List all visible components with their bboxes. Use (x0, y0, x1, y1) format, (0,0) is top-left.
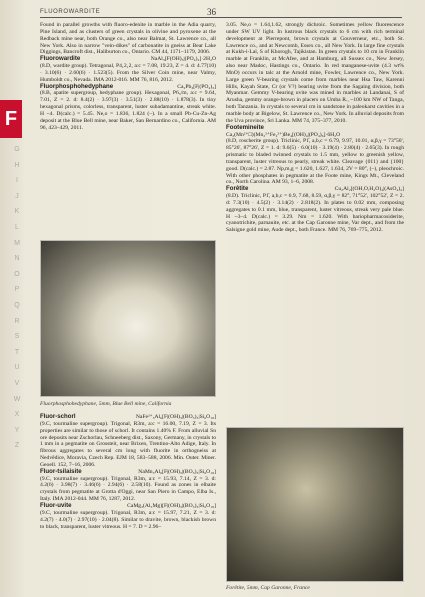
entry-header (40, 414, 216, 421)
thumb-tab-letter[interactable]: V (14, 379, 20, 387)
entry-formula: NaMn₃Al₆[F|(OH)₃|(BO₃)₃|Si₆O₁₈] (138, 468, 216, 475)
photo-caption: Forêtite, 5mm, Cap Garonne, France (226, 585, 310, 591)
entry-body: (8.D, roscherite group). Triclinic, P1̄, a,b,c = 6.79, 9.97, 10.01, α,β,γ = 73°50', 85°26', 87°26', Z = 1. d: 9.6(5) · 6.0(10) · 3.19(4) · 2.80(4) · 2.65(3). In rough prismatic to bladed twinned crystals to 1.5 mm, yellow to greenish yellow, transparent, luster vitreous to pearly, streak white. Cleavage {011} and {100} good. D(calc.) = 2.87. Np,m,g = 1.620, 1.627, 1.634, 2V = 80°, (–), pleochroic. With other phosphates in pegmatite at the Foote mine, Kings Mt., Cleveland co., North Carolina. AM 93, 1–6, 2008. (226, 138, 404, 186)
entry-title: Fluorphosphohedyphane (40, 82, 114, 90)
entry-formula: Cu₂Al₂[(OH,O,H₂O)₄|(AsO₄)₂] (334, 186, 404, 193)
entry-continuation: 3.05. Ne,o = 1.64,1.62, strongly dichroic. Sometimes yellow fluorescence under SW UV light. In lustrous black crystals to 6 cm with rich terminal development at Pierrepont, brown crystals at Gouverneur, etc., both St. Lawrence co., and at Newcomb, Essex co., all New York. In large fine crystals at Kukh-i-Lal, S of Khorogh, Tajikistan. In green crystals to 10 cm in Franklin marble at Franklin, at McAfee, and at Hamburg, all Sussex co., New Jersey, also near Madoc, Hastings co., Ontario. In red manganese-uvite (4.3 wt% MnO) occurs in talc at the Arnold mine, Fowler, Lawrence co., New York. Large green V-bearing crystals come from marbles near Hsa Taw, Karenni Hills, Kayah State, Cr (or V?) bearing uvite from the Sagaing division, both Myanmar. Gemmy V-bearing uvite was mined in marbles at Landanai, S of Arusha, gemmy orange-brown in placers on Umba R., ~100 km NW of Tanga, both Tanzania. In crystals to several cm in sandstone in paleokarst cavities in a marble body at Bigelow, St. Lawrence co., New York. In alluvial deposits from the Uva province, Sri Lanka. MM 74, 375–377, 2010. (226, 22, 404, 124)
entry-formula: Ca₂Pb₃[F|(PO₄)₃] (177, 83, 216, 90)
thumb-tab-letter[interactable]: R (14, 317, 20, 325)
entry-formula: Ca₂(Mn²⁺□)(Mn₂²⁺Fe₂²⁺)Be₄[(OH)₄|(PO₄)₆]·6H₂O (226, 131, 341, 138)
entry-title: Fluor-tsilaisite (40, 467, 82, 475)
thumb-tab-letter[interactable]: G (14, 146, 20, 153)
entry-body: (9.C, tourmaline supergroup). Trigonal, R3m, a:c = 15.97, 7.21, Z = 3. d: 4.2(7) · 4.0(7) · 2.97(10) · 2.04(8). Similar to dravite, brown, blackish brown to black, transparent, luster vitreous. H = 7. D = 2.96– (40, 509, 216, 530)
entry-body: (8.D). Triclinic, P1̄, a,b,c = 6.9, 7.68, 8.59, α,β,γ = 82°, 71°52', 102°52', Z = 2. d: 7.3(10) · 4.5(2) · 3.14(2) · 2.818(2). In plates to 0.02 mm, composing aggregates to 0.1 mm, blue, transparent, luster vitreous, streak very pale blue. H ~3–4. D(calc.) = 3.29. Nm = 1.620. With bariopharmacosiderite, cyanotrichite, parnauite, etc. at the Cap Garonne mine, Var dept., and from the Salsigne gold mine, Aude dept., both France. MM 76, 769–775, 2012. (226, 193, 404, 234)
entry-title: Footemineite (226, 123, 264, 131)
entry-header (40, 469, 216, 476)
thumb-tab-letter[interactable]: K (14, 208, 20, 216)
left-column-bottom (40, 414, 216, 530)
entry-formula: NaAl₃[F(OH)₃|(PO₄)₂]·2H₂O (150, 56, 216, 63)
thumb-tab-letter[interactable]: M (14, 239, 20, 247)
entry-title: Fluor-schorl (40, 413, 76, 420)
mineral-photo (226, 427, 404, 582)
thumb-tab-letter[interactable]: I (16, 177, 18, 185)
entry-continuation: Found in parallel growths with fluoro-edenite in marble in the Adia quarry, Pine Island, and as clusters of green crystals in olivine and pyroxene at the Redback mine near, both Orange co., also near Balmat, St. Lawrence co., all New York. Also in narrow "vein-dikes" of carbonatite in gneiss at Bear Lake Diggings, Bancroft dist., Haliburton co., Ontario. CM 44, 1171–1179, 2006. (40, 22, 216, 56)
entry-body: (9.C, tourmaline supergroup). Trigonal, R3m, a:c = 15.93, 7.14, Z = 3. d: 4.2(6) · 3.98(7) · 3.46(6) · 2.94(6) · 2.58(10). Found as zones in elbaite crystals from pegmatite at Grotta d'Oggi, near San Piero in Campo, Elba Is., Italy. IMA 2012-044. MM 76, 1287, 2012. (40, 475, 216, 503)
left-column-top (40, 22, 216, 132)
thumb-tab-letter[interactable]: U (14, 364, 20, 372)
thumb-tab-letter[interactable]: O (14, 270, 20, 278)
page-number: 36 (207, 7, 216, 17)
entry-formula: NaFe²⁺₃Al₆[F|(OH)₃|(BO₃)₃|Si₆O₁₈] (135, 414, 216, 420)
thumb-tab-letter[interactable]: H (14, 161, 20, 169)
thumb-tab-letter[interactable]: S (14, 333, 20, 341)
entry-title: Fluor-uvite (40, 501, 72, 509)
thumb-tab-letter[interactable]: P (14, 286, 20, 294)
entry-body: (8.D, wardite group). Tetragonal, P4₁2₁2, a:c = 7.08, 19.23, Z = 4. d: 4.77(10) · 3.10(6) · 2.60(6) · 1.523(5). From the Silver Coin mine, near Valmy, Humboldt co., Nevada. IMA 2012-016. MM 76, 816, 2012. (40, 63, 216, 83)
thumb-tab-letter[interactable]: Y (14, 426, 20, 434)
thumb-tab-letter[interactable]: N (14, 255, 20, 263)
mineral-photo (40, 240, 216, 397)
photo-caption: Fluorphosphohedyphane, 5mm, Blue Bell mine, California (40, 401, 172, 407)
right-column (226, 22, 404, 234)
thumb-tab-letter[interactable]: L (15, 223, 19, 231)
entry-title: Forêtite (226, 185, 249, 193)
entry-header (226, 125, 404, 132)
entry-body: (8.B, apatite supergroup, hedyphane group). Hexagonal, P6₃/m, a:c = 9.64, 7.01, Z = 2. d: 8.4(2) · 3.97(3) · 3.51(3) · 2.88(10) · 1.878(3). In tiny hexagonal prisms, colorless, transparent, luster subadamantine, streak white. H ~4. D(calc.) = 5.45. Ne,o = 1.836, 1.824 (–). In a small Pb-Cu-Zn-Ag deposit at the Blue Bell mine, near Baker, San Bernardino co., California. AM 96, 423–429, 2011. (40, 90, 216, 131)
entry-title: Fluorowardite (40, 55, 81, 63)
entry-header (40, 503, 216, 510)
alphabet-thumb-index (4, 100, 26, 454)
header-rule (40, 17, 402, 18)
entry-formula: CaMg₃(Al₅Mg)[F|(OH)₃|(BO₃)₃|Si₆O₁₈] (127, 502, 216, 509)
thumb-tab-letter[interactable]: Q (14, 301, 20, 309)
thumb-tab-active[interactable]: F (0, 100, 22, 138)
thumb-tab-letter[interactable]: T (14, 348, 20, 356)
thumb-tab-letter[interactable]: X (14, 411, 20, 419)
running-head: FLUOROWARDITE (40, 9, 101, 15)
thumb-tab-letter[interactable]: Z (14, 442, 20, 450)
entry-body: (9.C, tourmaline supergroup). Trigonal, R3m, a:c = 16.00, 7.19, Z = 3. Its properties are similar to those of schorl. It contains 1.40% F. From alluvial Sn ore deposits near Zschorlau, Schneeberg dist., Saxony, Germany, in crystals to 1 mm in a pegmatite on Grossteit, near Brixen, Trentino-Alto Adige, Italy. In fibrous aggregates to several cm long with fluorite in orthogneiss at Nedvědice, Moravia, Czech Rep. EJM 18, 583–588, 2006. Min. Outer. Miner. Geoell. 152, 7–16, 2006. (40, 420, 216, 468)
thumb-tab-letter[interactable]: J (15, 192, 19, 200)
thumb-tab-letter[interactable]: W (13, 395, 21, 403)
